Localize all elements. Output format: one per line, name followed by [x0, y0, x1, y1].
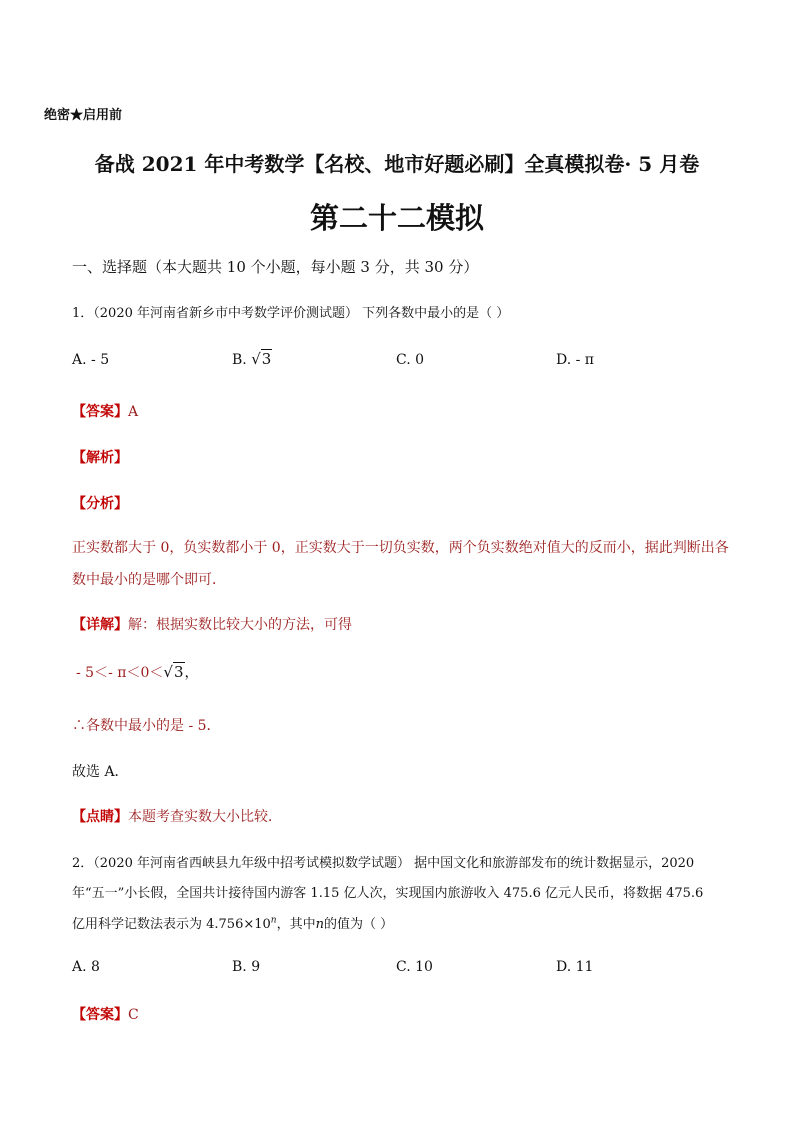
- q1-jiexi-label: 【解析】: [72, 450, 128, 466]
- q1-option-b: [232, 350, 272, 368]
- confidential-label: 绝密★启用前: [44, 108, 123, 123]
- q2-line3-suffix: 的值为（ ）: [323, 917, 394, 932]
- sqrt-symbol: √3: [163, 663, 184, 681]
- q1-answer-label: 【答案】: [72, 404, 128, 420]
- q1-choose: 故选 A．: [72, 764, 129, 780]
- q1-inequality-radicand: 3: [173, 663, 184, 681]
- q1-comment-text: 本题考查实数大小比较．: [128, 809, 282, 825]
- q1-comment: [72, 806, 282, 826]
- q2-option-d: D. 11: [556, 959, 594, 975]
- q1-answer-value: A: [128, 404, 139, 420]
- q1-analysis-line2: 数中最小的是哪个即可．: [72, 572, 226, 588]
- section-heading: 一、选择题（本大题共 10 个小题，每小题 3 分，共 30 分）: [72, 258, 479, 276]
- q1-detail: [72, 614, 352, 634]
- q2-option-a: A. 8: [72, 959, 100, 975]
- q2-option-b: B. 9: [232, 959, 261, 975]
- q1-option-b-radicand: 3: [261, 350, 272, 368]
- q2-line3: [72, 913, 393, 932]
- q1-inequality-suffix: ，: [184, 665, 199, 681]
- q2-line1: 2．（2020 年河南省西峡县九年级中招考试模拟数学试题） 据中国文化和旅游部发布的统计数据显示，2020: [72, 856, 695, 871]
- q2-line2: 年“五一”小长假，全国共计接待国内游客 1.15 亿人次，实现国内旅游收入 475.6 亿元人民币，将数据 475.6: [72, 886, 704, 901]
- q1-option-a: A. - 5: [72, 352, 110, 368]
- q1-inequality: [76, 662, 199, 682]
- q1-fenxi-label: 【分析】: [72, 496, 128, 512]
- q2-variable: n: [315, 917, 324, 932]
- q2-answer-label: 【答案】: [72, 1007, 128, 1023]
- q2-answer: [72, 1004, 139, 1024]
- sqrt-symbol: √3: [251, 350, 272, 368]
- q2-line3-mid: ，其中: [276, 917, 316, 932]
- q1-stem: 1．（2020 年河南省新乡市中考数学评价测试题） 下列各数中最小的是（ ）: [72, 306, 510, 321]
- exam-subtitle: 第二十二模拟: [309, 201, 484, 235]
- q1-detail-label: 【详解】: [72, 617, 128, 633]
- q1-inequality-prefix: - 5＜- π＜0＜: [76, 665, 164, 681]
- q2-exponent: n: [270, 915, 277, 926]
- q2-line3-prefix: 亿用科学记数法表示为 4.756×10: [72, 917, 271, 932]
- q1-option-d: D. - π: [556, 352, 595, 368]
- q2-answer-value: C: [128, 1007, 139, 1023]
- q1-answer: [72, 401, 138, 421]
- q1-comment-label: 【点睛】: [72, 809, 128, 825]
- q1-analysis-line1: 正实数都大于 0，负实数都小于 0，正实数大于一切负实数，两个负实数绝对值大的反而小，据此判断出各: [72, 540, 729, 556]
- q1-conclusion: ∴各数中最小的是 - 5．: [72, 718, 221, 734]
- q1-option-b-prefix: B.: [232, 352, 247, 368]
- q1-detail-text: 解：根据实数比较大小的方法，可得: [128, 617, 352, 633]
- q2-option-c: C. 10: [396, 959, 433, 975]
- exam-title: 备战 2021 年中考数学【名校、地市好题必刷】全真模拟卷· 5 月卷: [94, 152, 700, 176]
- q1-option-c: C. 0: [396, 352, 425, 368]
